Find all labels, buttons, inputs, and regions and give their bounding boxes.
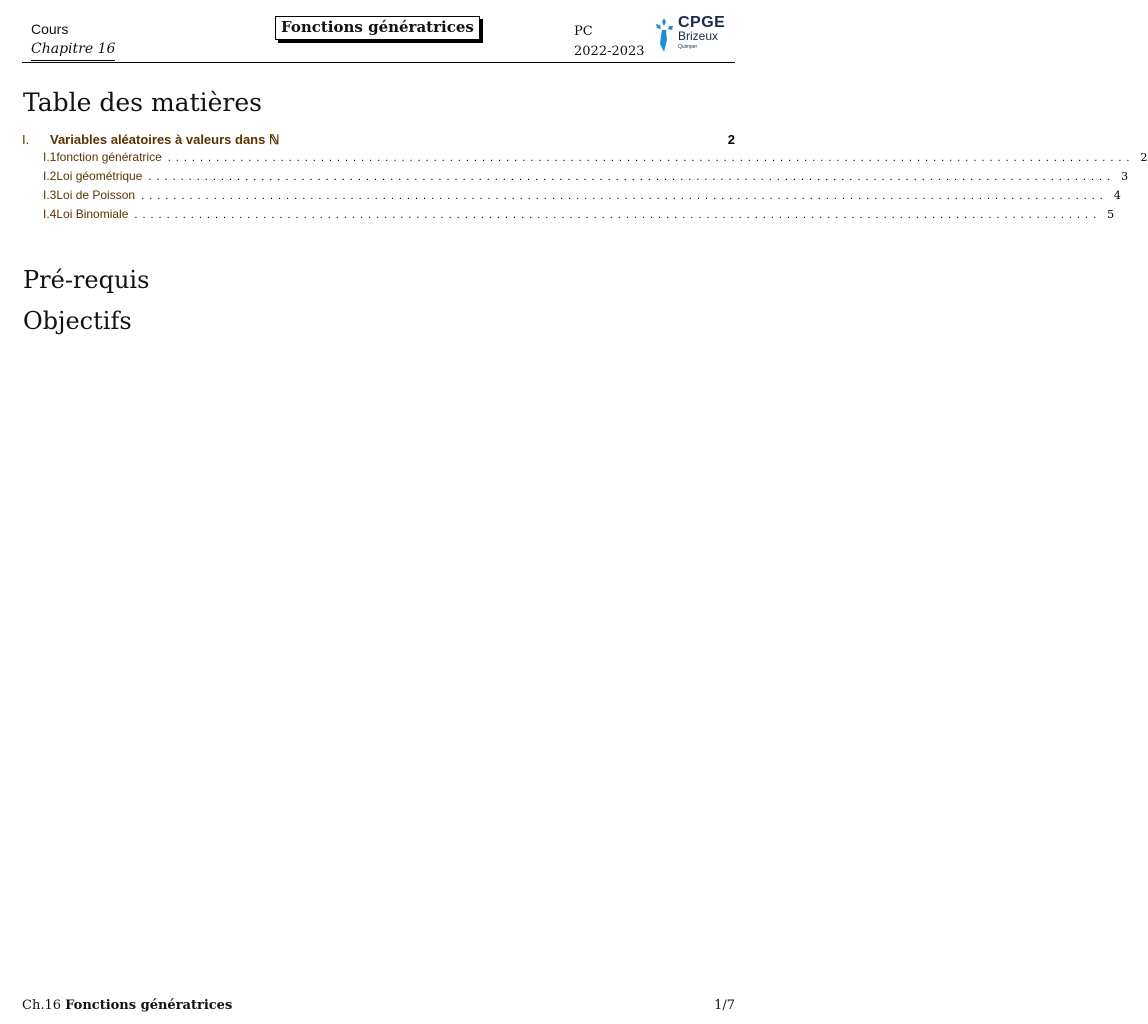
toc-subsection-label: Loi Binomiale [56, 207, 129, 221]
page-footer [22, 998, 735, 1013]
class-label: PC [574, 24, 593, 39]
toc-section-link[interactable] [22, 132, 735, 150]
toc-subsection-page: 4 [1113, 189, 1121, 202]
toc-subsection-label: Loi géométrique [56, 169, 143, 183]
toc-subsection-label: fonction génératrice [56, 150, 162, 164]
toc-subsection-number: I.1 [43, 150, 57, 164]
logo-line2: Brizeux [678, 29, 719, 43]
footer-chapter-ref: Ch.16 [22, 998, 61, 1013]
table-of-contents [22, 132, 1148, 226]
document-title: Fonctions génératrices [275, 16, 480, 40]
toc-leader-dots: ........................................................................................................................ [148, 171, 1116, 183]
toc-subsection-link[interactable] [22, 150, 1148, 169]
toc-leader-dots: ........................................................................................................................ [134, 209, 1102, 221]
toc-subsection-number: I.2 [43, 169, 57, 183]
page-number: 1/7 [714, 998, 735, 1013]
page-header [0, 0, 768, 70]
header-left [31, 20, 115, 61]
toc-leader-dots: ........................................................................................................................ [141, 190, 1108, 202]
logo-line1: CPGE [678, 14, 726, 31]
cpge-logo [652, 16, 732, 54]
chapter-label: Chapitre 16 [31, 40, 115, 61]
toc-section-label: Variables aléatoires à valeurs dans ℕ [50, 132, 280, 147]
toc-section-page: 2 [727, 132, 735, 147]
toc-subsection-number: I.3 [43, 188, 57, 202]
toc-subsection-label: Loi de Poisson [56, 188, 136, 202]
year-label: 2022-2023 [574, 44, 645, 59]
toc-subsection-link[interactable] [22, 188, 1121, 207]
header-right [574, 22, 645, 62]
toc-subsection-link[interactable] [22, 169, 1129, 188]
objectifs-heading: Objectifs [23, 307, 132, 335]
toc-subsection-page: 3 [1121, 170, 1129, 183]
logo-line3: Quimper [678, 44, 698, 50]
toc-leader-dots: ........................................................................................................................ [167, 152, 1135, 164]
toc-subsection-page: 2 [1140, 151, 1148, 164]
header-rule [22, 62, 735, 63]
logo-mark-icon [652, 16, 676, 54]
prerequis-heading: Pré-requis [23, 266, 150, 294]
toc-section-number: I. [22, 132, 30, 147]
footer-title: Fonctions génératrices [65, 998, 233, 1013]
toc-subsection-link[interactable] [22, 207, 1115, 226]
course-label: Cours [31, 21, 69, 37]
toc-heading: Table des matières [23, 88, 262, 117]
toc-subsection-page: 5 [1107, 208, 1115, 221]
toc-subsection-number: I.4 [43, 207, 57, 221]
